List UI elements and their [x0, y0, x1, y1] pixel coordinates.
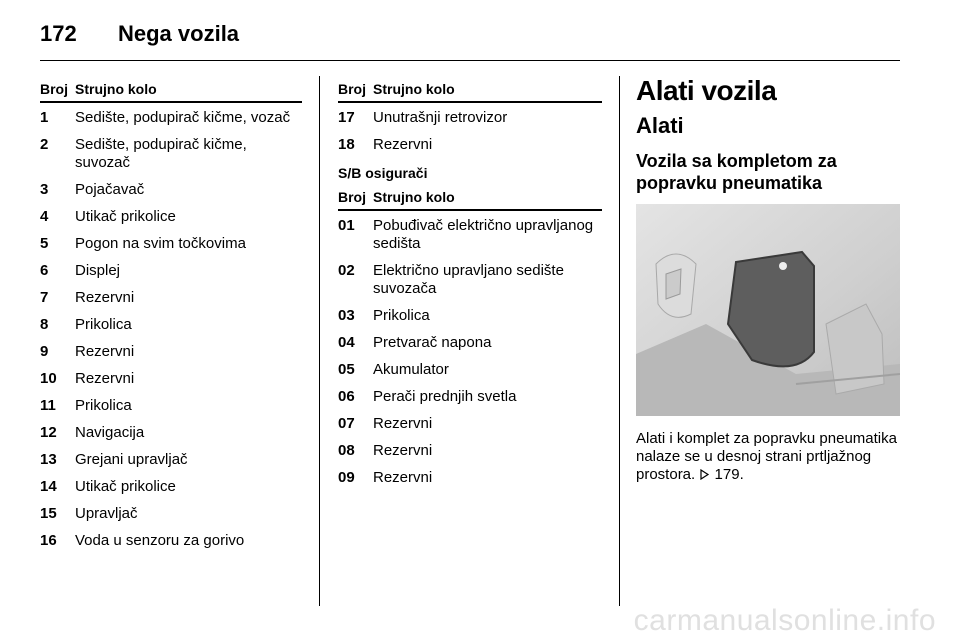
- column-divider-1: [319, 76, 320, 606]
- circuit-name: Utikač prikolice: [75, 208, 176, 225]
- circuit-name: Pretvarač napona: [373, 334, 492, 351]
- subsection-title: Alati: [636, 113, 684, 138]
- fuse-number: 14: [40, 478, 57, 495]
- table-row: [338, 109, 602, 127]
- table-body: [338, 109, 602, 154]
- fuse-number: 09: [338, 469, 355, 486]
- circuit-name: Unutrašnji retrovizor: [373, 109, 508, 126]
- fuse-number: 1: [40, 109, 49, 126]
- column-divider-2: [619, 76, 620, 606]
- circuit-name: Prikolica: [75, 316, 132, 333]
- table-row: [338, 442, 602, 460]
- circuit-name: Pogon na svim točkovima: [75, 235, 246, 252]
- fuse-number: 05: [338, 361, 355, 378]
- trunk-tools-photo: [636, 204, 900, 416]
- table-row: [338, 217, 602, 253]
- table-row: [338, 136, 602, 154]
- fuse-number: 18: [338, 136, 355, 153]
- circuit-name: Rezervni: [373, 469, 433, 486]
- fuse-number: 08: [338, 442, 355, 459]
- circuit-name: Rezervni: [373, 442, 433, 459]
- circuit-name: Voda u senzoru za gorivo: [75, 532, 245, 549]
- fuse-number: 13: [40, 451, 57, 468]
- sb-fuses-title: S/B osigurači: [338, 165, 428, 181]
- fuse-number: 7: [40, 289, 49, 306]
- table-row: [338, 361, 602, 379]
- fuse-number: 12: [40, 424, 57, 441]
- circuit-name: Upravljač: [75, 505, 138, 522]
- subsubsection-title: Vozila sa kompletom za popravku pneumatika: [636, 151, 837, 193]
- page-reference-link[interactable]: 179.: [714, 466, 744, 483]
- fuse-number: 9: [40, 343, 49, 360]
- fuse-number: 04: [338, 334, 355, 351]
- fuse-number: 10: [40, 370, 57, 387]
- header-circuit: Strujno kolo: [373, 189, 455, 205]
- header-divider: [40, 60, 900, 61]
- header-circuit: Strujno kolo: [373, 81, 455, 97]
- table-row: [338, 307, 602, 325]
- table-row: [40, 181, 302, 199]
- page-title: Nega vozila: [118, 21, 240, 46]
- header-number: Broj: [40, 81, 68, 97]
- caption-text: Alati i komplet za popravku pneumatika nalaze se u desnoj strani prtljažnog prostora.: [636, 430, 897, 483]
- arrow-reference-icon: [699, 469, 710, 480]
- watermark: carmanualsonline.info: [633, 604, 936, 637]
- circuit-name: Prikolica: [373, 307, 430, 324]
- fuse-number: 15: [40, 505, 57, 522]
- circuit-name: Električno upravljano sedište suvozača: [373, 262, 564, 297]
- circuit-name: Akumulator: [373, 361, 449, 378]
- header-number: Broj: [338, 81, 366, 97]
- table-row: [40, 289, 302, 307]
- table-row: [40, 262, 302, 280]
- table-row: [338, 334, 602, 352]
- table-body: [338, 217, 602, 487]
- fuse-number: 5: [40, 235, 49, 252]
- table-row: [40, 316, 302, 334]
- circuit-name: Sedište, podupirač kičme, vozač: [75, 109, 291, 126]
- circuit-name: Navigacija: [75, 424, 145, 441]
- page-header: [40, 16, 239, 52]
- circuit-name: Rezervni: [373, 415, 433, 432]
- table-row: [40, 397, 302, 415]
- fuse-column-2: [338, 80, 602, 496]
- fuse-number: 8: [40, 316, 49, 333]
- table-header: [40, 80, 302, 103]
- table-header: [338, 80, 602, 103]
- fuse-number: 06: [338, 388, 355, 405]
- table-row: [40, 451, 302, 469]
- fuse-number: 17: [338, 109, 355, 126]
- fuse-number: 11: [40, 397, 56, 414]
- table-row: [40, 478, 302, 496]
- fuse-number: 16: [40, 532, 57, 549]
- page-number: 172: [40, 21, 77, 46]
- circuit-name: Sedište, podupirač kičme, suvozač: [75, 136, 247, 171]
- header-circuit: Strujno kolo: [75, 81, 157, 97]
- circuit-name: Utikač prikolice: [75, 478, 176, 495]
- fuse-table-3: [338, 188, 602, 487]
- fuse-number: 4: [40, 208, 49, 225]
- table-row: [338, 469, 602, 487]
- fuse-number: 2: [40, 136, 49, 153]
- table-row: [338, 415, 602, 433]
- fuse-number: 02: [338, 262, 355, 279]
- circuit-name: Pobuđivač električno upravljanog sedišta: [373, 217, 594, 252]
- fuse-table-2: [338, 80, 602, 154]
- circuit-name: Perači prednjih svetla: [373, 388, 517, 405]
- section-title: Alati vozila: [636, 75, 777, 106]
- fuse-number: 03: [338, 307, 355, 324]
- table-header: [338, 188, 602, 211]
- fuse-number: 3: [40, 181, 49, 198]
- table-row: [40, 532, 302, 550]
- table-row: [338, 388, 602, 406]
- table-row: [40, 208, 302, 226]
- table-row: [40, 136, 302, 172]
- table-row: [40, 370, 302, 388]
- tools-section: [636, 74, 902, 484]
- circuit-name: Rezervni: [75, 289, 135, 306]
- table-row: [40, 505, 302, 523]
- table-row: [40, 235, 302, 253]
- circuit-name: Prikolica: [75, 397, 132, 414]
- table-row: [40, 424, 302, 442]
- fuse-number: 07: [338, 415, 355, 432]
- fuse-number: 6: [40, 262, 49, 279]
- fuse-table-1: [40, 80, 302, 559]
- table-body: [40, 109, 302, 550]
- table-row: [338, 262, 602, 298]
- fuse-number: 01: [338, 217, 355, 234]
- circuit-name: Rezervni: [373, 136, 433, 153]
- table-row: [40, 109, 302, 127]
- header-number: Broj: [338, 189, 366, 205]
- circuit-name: Displej: [75, 262, 121, 279]
- photo-caption: [636, 430, 902, 484]
- circuit-name: Rezervni: [75, 370, 135, 387]
- circuit-name: Rezervni: [75, 343, 135, 360]
- table-row: [40, 343, 302, 361]
- circuit-name: Grejani upravljač: [75, 451, 188, 468]
- circuit-name: Pojačavač: [75, 181, 145, 198]
